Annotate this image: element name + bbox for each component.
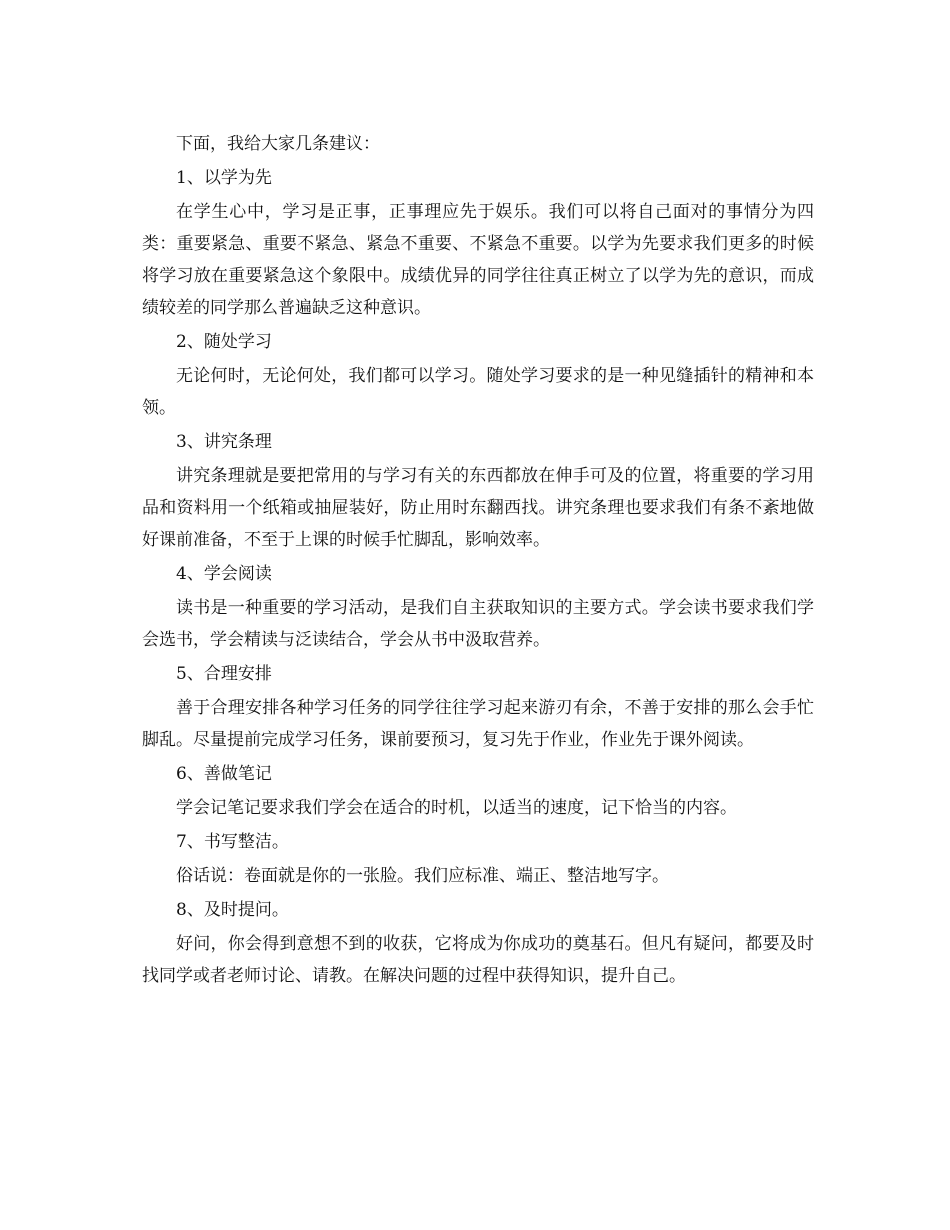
section-8-body: 好问，你会得到意想不到的收获，它将成为你成功的奠基石。但凡有疑问，都要及时找同学或者老师讨论、请教。在解决问题的过程中获得知识，提升自己。	[142, 934, 814, 986]
document-page	[142, 128, 814, 994]
section-5-body: 善于合理安排各种学习任务的同学往往学习起来游刃有余，不善于安排的那么会手忙脚乱。尽量提前完成学习任务，课前要预习，复习先于作业，作业先于课外阅读。	[142, 698, 814, 750]
section-4-body: 读书是一种重要的学习活动，是我们自主获取知识的主要方式。学会读书要求我们学会选书，学会精读与泛读结合，学会从书中汲取营养。	[142, 598, 814, 650]
section-7-body: 俗话说：卷面就是你的一张脸。我们应标准、端正、整洁地写字。	[176, 866, 669, 886]
section-6-body: 学会记笔记要求我们学会在适合的时机，以适当的速度，记下恰当的内容。	[176, 798, 737, 818]
section-1-body: 在学生心中，学习是正事，正事理应先于娱乐。我们可以将自己面对的事情分为四类：重要紧急、重要不紧急、紧急不重要、不紧急不重要。以学为先要求我们更多的时候将学习放在重要紧急这个象限中。成绩优异的同学往往真正树立了以学为先的意识，而成绩较差的同学那么普遍缺乏这种意识。	[142, 202, 814, 318]
section-2-body: 无论何时，无论何处，我们都可以学习。随处学习要求的是一种见缝插针的精神和本领。	[142, 366, 814, 418]
section-5-heading: 5、合理安排	[176, 664, 272, 684]
intro-paragraph: 下面，我给大家几条建议：	[176, 134, 380, 154]
section-8-heading: 8、及时提问。	[176, 900, 289, 920]
section-1-heading: 1、以学为先	[176, 168, 272, 188]
section-2-heading: 2、随处学习	[176, 332, 272, 352]
section-4-heading: 4、学会阅读	[176, 564, 272, 584]
section-3-heading: 3、讲究条理	[176, 432, 272, 452]
section-6-heading: 6、善做笔记	[176, 764, 272, 784]
section-3-body: 讲究条理就是要把常用的与学习有关的东西都放在伸手可及的位置，将重要的学习用品和资料用一个纸箱或抽屉装好，防止用时东翻西找。讲究条理也要求我们有条不紊地做好课前准备，不至于上课的时候手忙脚乱，影响效率。	[142, 466, 814, 550]
section-7-heading: 7、书写整洁。	[176, 832, 289, 852]
